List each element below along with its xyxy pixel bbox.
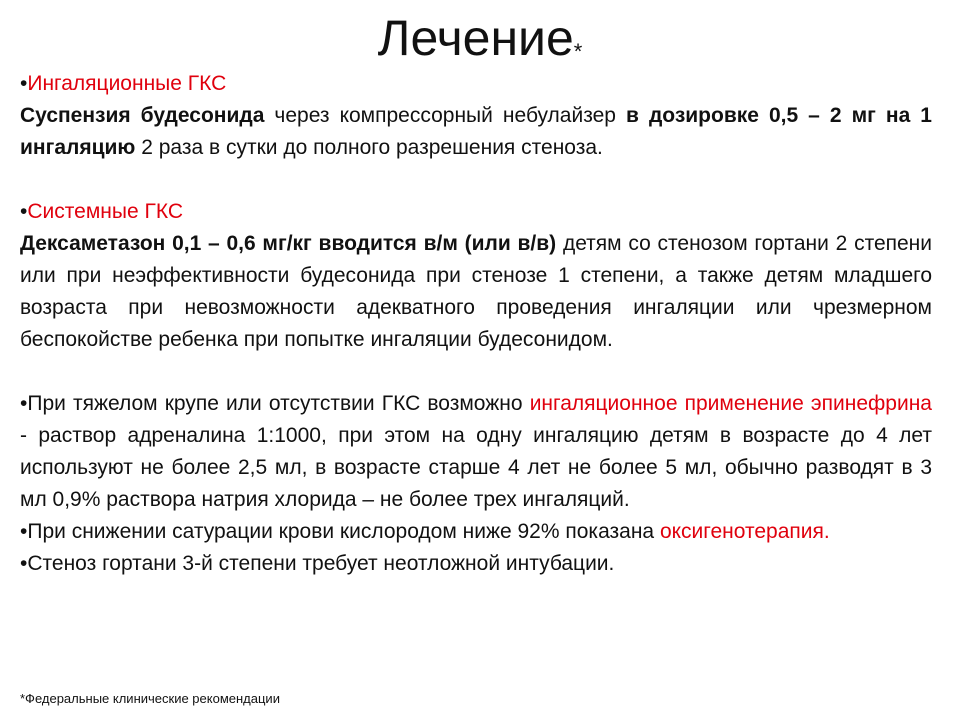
section3-paragraph [20, 388, 932, 516]
heading-systemic-gks: Системные ГКС [27, 200, 183, 223]
drug-budesonide: Суспензия будесонида [20, 104, 265, 127]
title-footnote-mark: * [573, 39, 583, 64]
drug-dexamethasone: Дексаметазон 0,1 – 0,6 мг/кг вводится в/м (или в/в) [20, 232, 557, 255]
slide-content [20, 68, 932, 580]
bullet: • [20, 72, 28, 95]
text-segment: - раствор адреналина 1:1000, при этом на одну ингаляцию детям в возрасте до 4 лет используют не более 2,5 мл, в возрасте старше 4 лет не более 5 мл, обычно разводят в 3 мл 0,9% раствора натрия хлорида – не более трех ингаляций. [20, 424, 932, 511]
bullet: • [20, 200, 28, 223]
text-segment: детям со стенозом гортани 2 степени или при неэффективности будесонида при стенозе 1 степени, а также детям младшего возраста при невозможности адекватного проведения ингаляции или чрезмерном беспокойстве ребенка при попытке ингаляции будесонидом. [20, 232, 933, 351]
epinephrine-highlight: ингаляционное применение эпинефрина [529, 392, 932, 415]
section1-paragraph [20, 100, 932, 164]
text-segment: При тяжелом крупе или отсутствии ГКС возможно [27, 392, 523, 415]
section2-heading [20, 196, 932, 228]
spacer [20, 164, 932, 196]
dose-budesonide: в дозировке 0,5 – 2 мг на 1 ингаляцию [20, 104, 932, 159]
section2-paragraph [20, 228, 932, 356]
text-segment: через компрессорный небулайзер [274, 104, 616, 127]
text-segment: Стеноз гортани 3-й степени требует неотложной интубации. [27, 552, 615, 575]
title-text: Лечение [377, 10, 574, 66]
spacer [20, 356, 932, 388]
section4-paragraph [20, 516, 932, 548]
bullet: • [20, 392, 28, 415]
section1-heading [20, 68, 932, 100]
text-segment: При снижении сатурации крови кислородом ниже 92% показана [27, 520, 655, 543]
bullet: • [20, 552, 28, 575]
text-segment: 2 раза в сутки до полного разрешения стеноза. [141, 136, 603, 159]
heading-inhaled-gks: Ингаляционные ГКС [27, 72, 227, 95]
page-title [0, 6, 960, 70]
oxygen-therapy-highlight: оксигенотерапия. [659, 520, 830, 543]
bullet: • [20, 520, 28, 543]
section5-paragraph [20, 548, 932, 580]
footnote: *Федеральные клинические рекомендации [20, 691, 280, 706]
